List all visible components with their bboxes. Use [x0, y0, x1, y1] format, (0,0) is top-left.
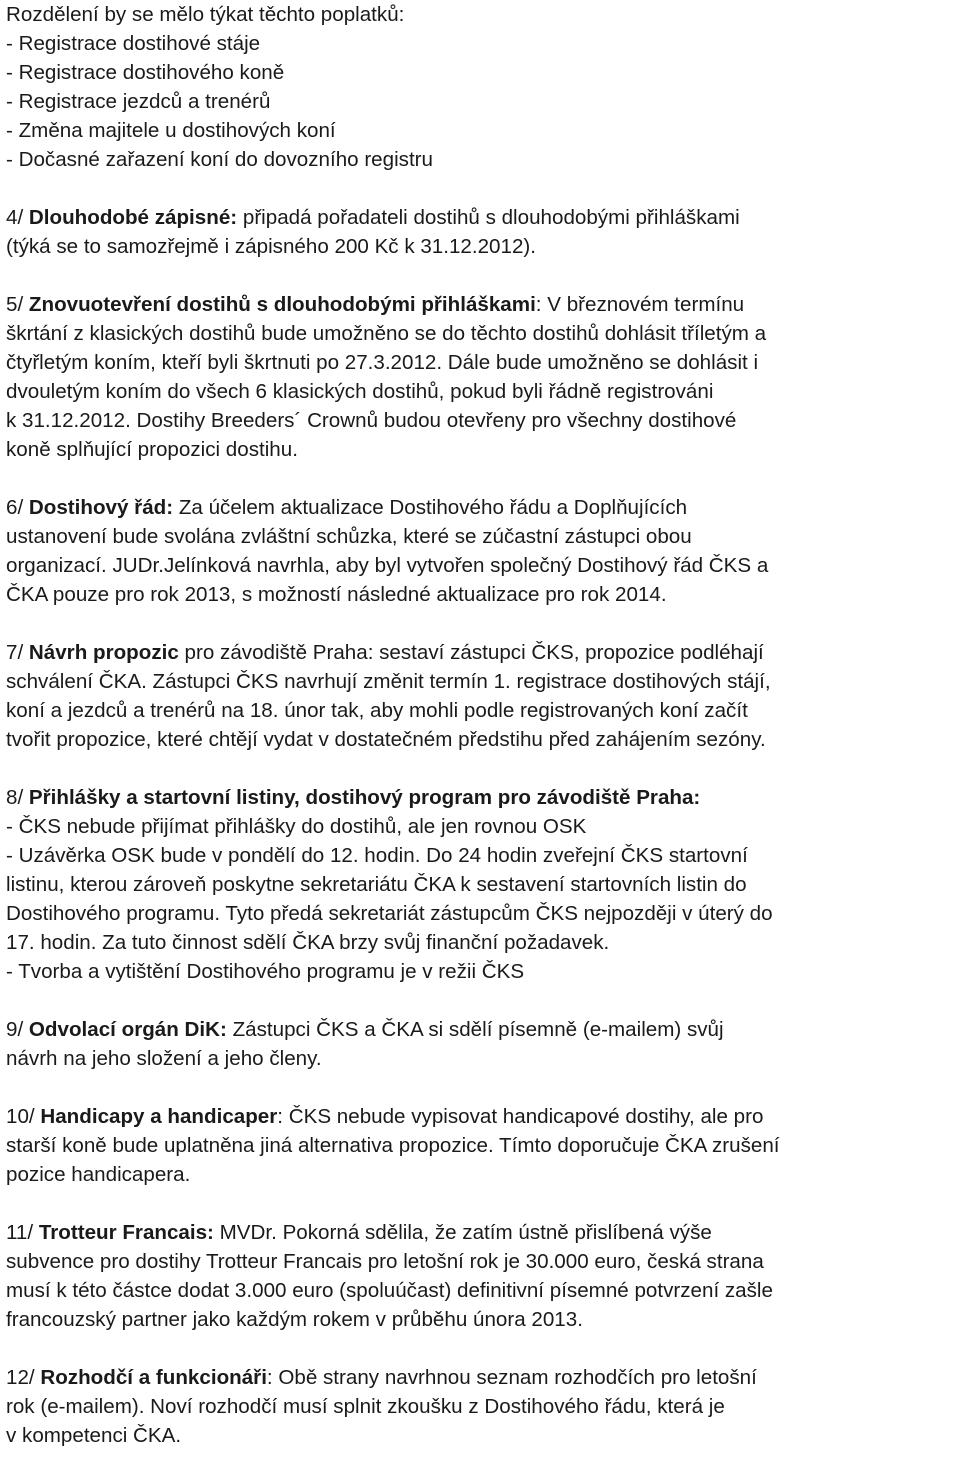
text-line	[6, 232, 958, 261]
text-line	[6, 1305, 958, 1334]
body-text: koně splňující propozici dostihu.	[6, 438, 298, 461]
text-line	[6, 928, 958, 957]
text-line	[6, 870, 958, 899]
text-line	[6, 58, 958, 87]
body-text: : Obě strany navrhnou seznam rozhodčích pro letošní	[266, 1366, 757, 1389]
text-line	[6, 899, 958, 928]
text-line	[6, 1102, 958, 1131]
body-text: - Změna majitele u dostihových koní	[6, 119, 336, 142]
paragraph-5	[6, 638, 958, 754]
paragraph-6	[6, 783, 958, 986]
text-line	[6, 1392, 958, 1421]
text-line	[6, 87, 958, 116]
bold-heading-text: Znovuotevření dostihů s dlouhodobými přihláškami	[28, 293, 536, 316]
body-text: 8/	[6, 786, 29, 809]
body-text: 5/	[6, 293, 29, 316]
body-text: - Tvorba a vytištění Dostihového programu je v režii ČKS	[6, 960, 525, 983]
body-text: - Registrace jezdců a trenérů	[6, 90, 271, 113]
text-line	[6, 841, 958, 870]
body-text: organizací. JUDr.Jelínková navrhla, aby byl vytvořen společný Dostihový řád ČKS a	[6, 554, 769, 577]
text-line	[6, 638, 958, 667]
body-text: 11/	[6, 1221, 39, 1244]
body-text: MVDr. Pokorná sdělila, že zatím ústně přislíbená výše	[213, 1221, 712, 1244]
body-text: v kompetenci ČKA.	[6, 1424, 182, 1447]
bold-heading-text: Odvolací orgán DiK:	[28, 1018, 227, 1041]
body-text: (týká se to samozřejmě i zápisného 200 Kč k 31.12.2012).	[6, 235, 536, 258]
body-text: škrtání z klasických dostihů bude umožněno se do těchto dostihů dohlásit tříletým a	[6, 322, 767, 345]
text-line	[6, 783, 958, 812]
bold-heading-text: Rozhodčí a funkcionáři	[40, 1366, 267, 1389]
body-text: Zástupci ČKS a ČKA si sdělí písemně (e-mailem) svůj	[226, 1018, 724, 1041]
text-line	[6, 551, 958, 580]
body-text: koní a jezdců a trenérů na 18. únor tak, aby mohli podle registrovaných koní začít	[6, 699, 748, 722]
body-text: ustanovení bude svolána zvláštní schůzka, které se zúčastní zástupci obou	[6, 525, 692, 548]
bold-heading-text: Handicapy a handicaper	[40, 1105, 278, 1128]
paragraph-4	[6, 493, 958, 609]
body-text: pozice handicapera.	[6, 1163, 191, 1186]
paragraph-10	[6, 1363, 958, 1450]
bold-heading-text: Dostihový řád:	[28, 496, 174, 519]
text-line	[6, 116, 958, 145]
body-text: schválení ČKA. Zástupci ČKS navrhují změnit termín 1. registrace dostihových stájí,	[6, 670, 771, 693]
body-text: 17. hodin. Za tuto činnost sdělí ČKA brzy svůj finanční požadavek.	[6, 931, 610, 954]
body-text: starší koně bude uplatněna jiná alternativa propozice. Tímto doporučuje ČKA zrušení	[6, 1134, 780, 1157]
body-text: čtyřletým koním, kteří byli škrtnuti po 27.3.2012. Dále bude umožněno se dohlásit i	[6, 351, 759, 374]
text-line	[6, 0, 958, 29]
body-text: k 31.12.2012. Dostihy Breeders´ Crownů budou otevřeny pro všechny dostihové	[6, 409, 737, 432]
body-text: 7/	[6, 641, 29, 664]
text-line	[6, 522, 958, 551]
paragraph-2	[6, 203, 958, 261]
paragraph-9	[6, 1218, 958, 1334]
body-text: - Registrace dostihové stáje	[6, 32, 261, 55]
body-text: Dostihového programu. Tyto předá sekretariát zástupcům ČKS nejpozději v úterý do	[6, 902, 773, 925]
bold-heading-text: Dlouhodobé zápisné:	[28, 206, 238, 229]
text-line	[6, 435, 958, 464]
body-text: musí k této částce dodat 3.000 euro (spoluúčast) definitivní písemné potvrzení zašle	[6, 1279, 773, 1302]
paragraph-1	[6, 0, 958, 174]
bold-heading-text: Trotteur Francais:	[38, 1221, 214, 1244]
text-line	[6, 1160, 958, 1189]
body-text: 9/	[6, 1018, 29, 1041]
text-line	[6, 145, 958, 174]
body-text: 10/	[6, 1105, 41, 1128]
text-line	[6, 29, 958, 58]
body-text: - Dočasné zařazení koní do dovozního registru	[6, 148, 433, 171]
body-text: rok (e-mailem). Noví rozhodčí musí splnit zkoušku z Dostihového řádu, která je	[6, 1395, 725, 1418]
body-text: 6/	[6, 496, 29, 519]
text-line	[6, 580, 958, 609]
bold-heading-text: Návrh propozic	[28, 641, 179, 664]
text-line	[6, 1421, 958, 1450]
text-line	[6, 1044, 958, 1073]
text-line	[6, 377, 958, 406]
text-line	[6, 319, 958, 348]
body-text: dvouletým koním do všech 6 klasických dostihů, pokud byli řádně registrováni	[6, 380, 714, 403]
body-text: francouzský partner jako každým rokem v průběhu února 2013.	[6, 1308, 583, 1331]
text-line	[6, 725, 958, 754]
body-text: subvence pro dostihy Trotteur Francais pro letošní rok je 30.000 euro, česká strana	[6, 1250, 764, 1273]
body-text: - Uzávěrka OSK bude v pondělí do 12. hodin. Do 24 hodin zveřejní ČKS startovní	[6, 844, 748, 867]
text-line	[6, 812, 958, 841]
text-line	[6, 1363, 958, 1392]
body-text: - ČKS nebude přijímat přihlášky do dostihů, ale jen rovnou OSK	[6, 815, 587, 838]
paragraph-8	[6, 1102, 958, 1189]
body-text: Za účelem aktualizace Dostihového řádu a Doplňujících	[173, 496, 688, 519]
text-line	[6, 1218, 958, 1247]
body-text: 12/	[6, 1366, 41, 1389]
body-text: listinu, kterou zároveň poskytne sekretariátu ČKA k sestavení startovních listin do	[6, 873, 747, 896]
text-line	[6, 1131, 958, 1160]
body-text: - Registrace dostihového koně	[6, 61, 285, 84]
text-line	[6, 667, 958, 696]
text-line	[6, 1247, 958, 1276]
body-text: : V březnovém termínu	[535, 293, 745, 316]
body-text: : ČKS nebude vypisovat handicapové dostihy, ale pro	[277, 1105, 764, 1128]
paragraph-7	[6, 1015, 958, 1073]
text-line	[6, 493, 958, 522]
bold-heading-text: Přihlášky a startovní listiny, dostihový program pro závodiště Praha:	[28, 786, 701, 809]
body-text: připadá pořadateli dostihů s dlouhodobými přihláškami	[237, 206, 740, 229]
body-text: 4/	[6, 206, 29, 229]
text-line	[6, 290, 958, 319]
text-line	[6, 1015, 958, 1044]
body-text: návrh na jeho složení a jeho členy.	[6, 1047, 322, 1070]
text-line	[6, 1276, 958, 1305]
body-text: ČKA pouze pro rok 2013, s možností následné aktualizace pro rok 2014.	[6, 583, 667, 606]
paragraph-3	[6, 290, 958, 464]
text-line	[6, 348, 958, 377]
body-text: tvořit propozice, které chtějí vydat v dostatečném předstihu před zahájením sezóny.	[6, 728, 766, 751]
text-line	[6, 696, 958, 725]
body-text: Rozdělení by se mělo týkat těchto poplatků:	[6, 3, 405, 26]
body-text: pro závodiště Praha: sestaví zástupci ČKS, propozice podléhají	[178, 641, 764, 664]
text-line	[6, 957, 958, 986]
text-line	[6, 203, 958, 232]
document-body	[6, 0, 958, 1479]
text-line	[6, 406, 958, 435]
